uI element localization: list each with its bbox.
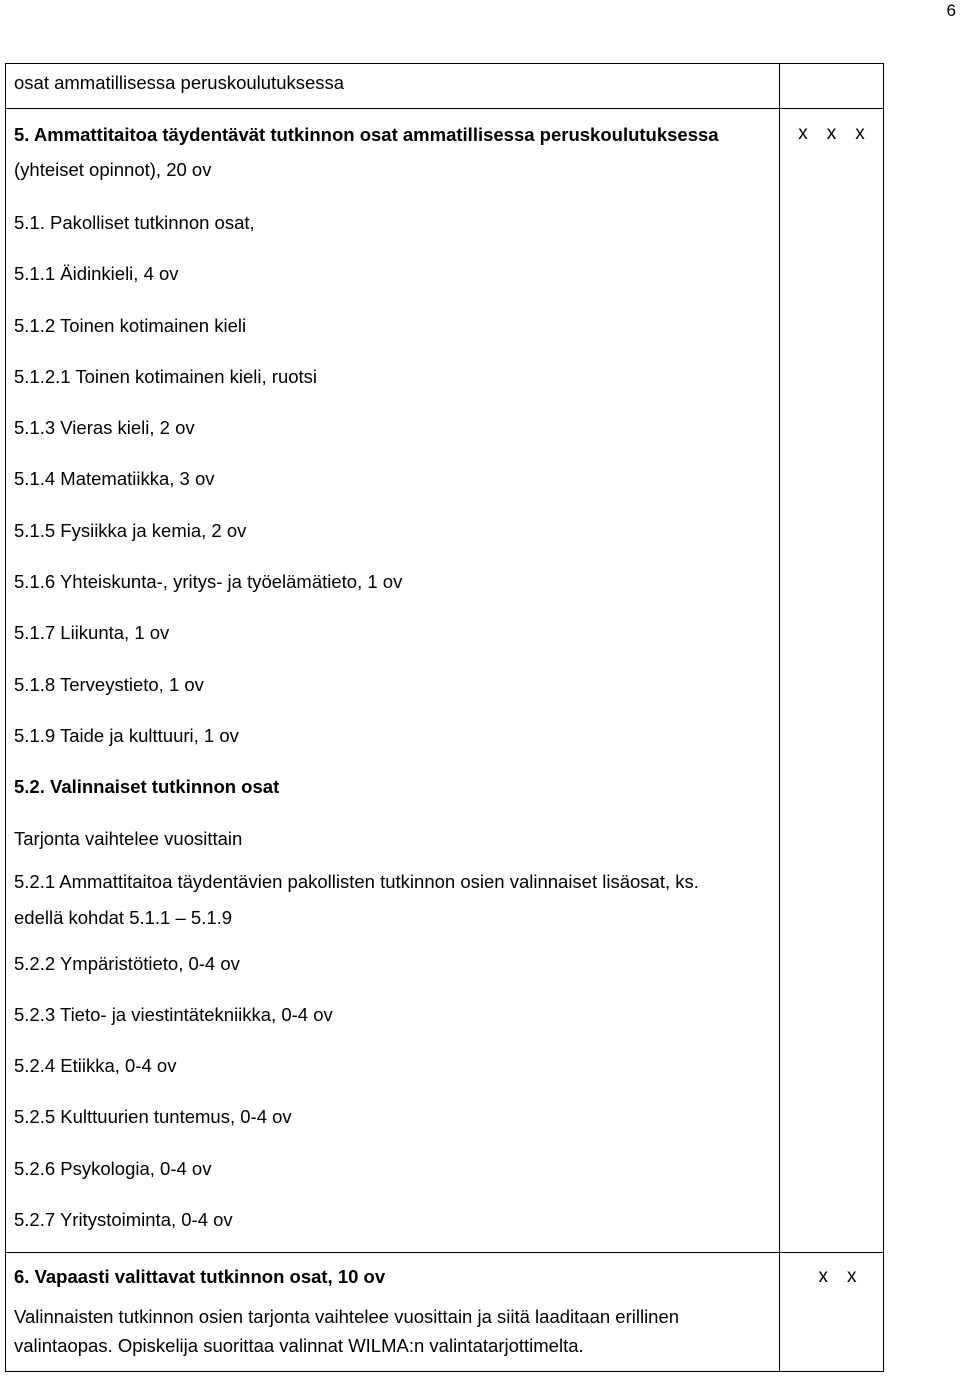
list-item: 5.1.2.1 Toinen kotimainen kieli, ruotsi: [14, 365, 318, 387]
section-6-text: Valinnaisten tutkinnon osien tarjonta vaihtelee vuosittain ja siitä laaditaan erillinen: [14, 1306, 680, 1327]
x-mark: x: [847, 1266, 857, 1287]
table-row: [6, 64, 884, 109]
optional-heading: 5.2. Valinnaiset tutkinnon osat: [14, 776, 280, 798]
list-item: 5.1.8 Terveystieto, 1 ov: [14, 673, 204, 695]
list-item: 5.2.5 Kulttuurien tuntemus, 0-4 ov: [14, 1106, 292, 1128]
table-cell: [780, 64, 884, 109]
x-mark: x: [826, 123, 837, 144]
list-item: 5.2.6 Psykologia, 0-4 ov: [14, 1157, 212, 1179]
list-item: 5.1.3 Vieras kieli, 2 ov: [14, 417, 195, 439]
section-6-text: valintaopas. Opiskelija suorittaa valinnat WILMA:n valintatarjottimelta.: [14, 1335, 584, 1356]
list-item: 5.2.4 Etiikka, 0-4 ov: [14, 1055, 177, 1077]
x-mark: x: [798, 123, 808, 144]
list-item: 5.2.3 Tieto- ja viestintätekniikka, 0-4 ov: [14, 1003, 333, 1025]
list-item: 5.2.2 Ympäristötieto, 0-4 ov: [14, 952, 240, 974]
table-row: [6, 109, 884, 1253]
list-item: 5.1.6 Yhteiskunta-, yritys- ja työelämätieto, 1 ov: [14, 571, 403, 593]
section-6-heading: 6. Vapaasti valittavat tutkinnon osat, 10 ov: [14, 1266, 386, 1287]
list-item: 5.2.7 Yritystoiminta, 0-4 ov: [14, 1209, 233, 1231]
list-item: edellä kohdat 5.1.1 – 5.1.9: [14, 906, 233, 928]
mark-group: [780, 109, 883, 149]
x-mark: x: [855, 123, 865, 144]
curriculum-table: [5, 63, 884, 1372]
list-item: 5.1.5 Fysiikka ja kemia, 2 ov: [14, 519, 247, 541]
x-mark: x: [818, 1266, 828, 1287]
list-item: 5.2.1 Ammattitaitoa täydentävien pakollisten tutkinnon osien valinnaiset lisäosat, ks.: [14, 870, 699, 892]
table-cell: [6, 109, 780, 1253]
page-number: 6: [946, 1, 956, 20]
mark-group: [780, 1253, 883, 1292]
list-item: 5.1.4 Matematiikka, 3 ov: [14, 468, 215, 490]
row-text: osat ammatillisessa peruskoulutuksessa: [14, 72, 345, 93]
table-cell: [6, 1253, 780, 1372]
list-item: 5.1.9 Taide ja kulttuuri, 1 ov: [14, 724, 239, 746]
table-cell: [6, 64, 780, 109]
table-row: [6, 1253, 884, 1372]
optional-note: Tarjonta vaihtelee vuosittain: [14, 827, 243, 849]
list-item: 5.1.2 Toinen kotimainen kieli: [14, 314, 247, 336]
table-cell: [780, 1253, 884, 1372]
table-cell: [780, 109, 884, 1253]
section-5-heading: 5. Ammattitaitoa täydentävät tutkinnon osat ammatillisessa peruskoulutuksessa: [14, 124, 719, 145]
list-item: 5.1.7 Liikunta, 1 ov: [14, 622, 170, 644]
list-item: 5.1.1 Äidinkieli, 4 ov: [14, 263, 179, 285]
section-5-heading-sub: (yhteiset opinnot), 20 ov: [14, 159, 212, 180]
list-item: 5.1. Pakolliset tutkinnon osat,: [14, 212, 255, 233]
